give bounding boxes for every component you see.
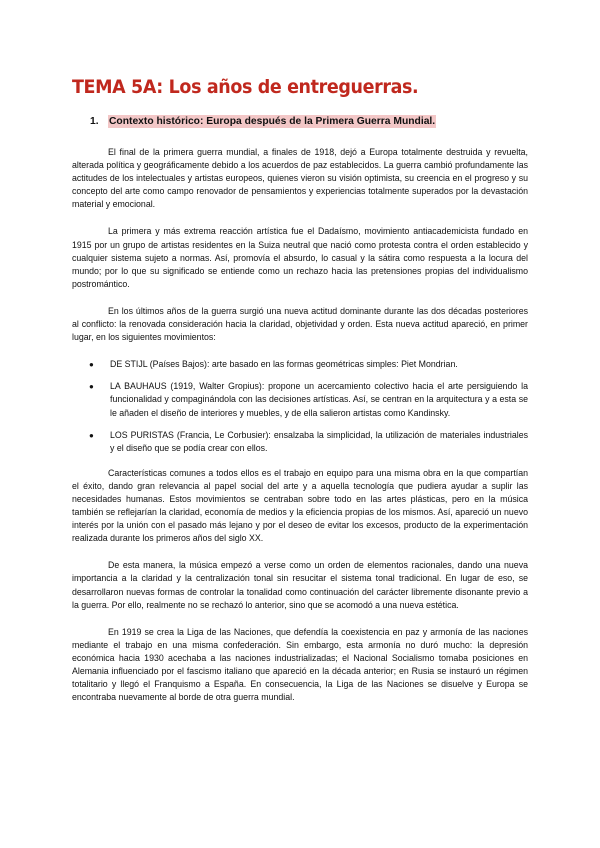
movement-bauhaus: LA BAUHAUS (1919, Walter Gropius): propone un acercamiento colectivo hacia el arte persiguiendo la funcionalidad y compaginándola con las decisiones artísticas. Así, se centran en la arquitectura y a esta se le añaden el diseño de interiores y muebles, y de ella salieron artistas como Kandinsky.	[110, 381, 528, 418]
bullet-icon: ●	[89, 382, 94, 392]
list-item	[72, 358, 528, 371]
movement-de-stijl: DE STIJL (Países Bajos): arte basado en las formas geométricas simples: Piet Mondrian.	[110, 359, 458, 370]
paragraph-common-traits: Características comunes a todos ellos es el trabajo en equipo para una misma obra en la que compartían el éxito, dando gran relevancia al papel social del arte y a aquella tecnología que pudiera ayudar a suplir las necesidades humanas. Estos movimientos se centraban sobre todo en las artes plásticas, pero en la música también se reflejarían la claridad, economía de medios y la eficiencia propias de los mismos. Así, apareció un nuevo interés por la unión con el pasado más lejano y por el deseo de evitar los excesos, producto de la experimentación realizada durante los primeros años del siglo XX.	[72, 467, 528, 544]
bullet-icon: ●	[89, 360, 94, 370]
paragraph-dadaism: La primera y más extrema reacción artística fue el Dadaísmo, movimiento antiacademicista fundado en 1915 por un grupo de artistas residentes en la Suiza neutral que nació como protesta contra el orden establecido y cualquier sistema sujeto a normas. Así, promovía el absurdo, lo casual y la sátira como respuesta a la locura del mundo; por lo que su significado se entiende como un rechazo hacia las pretensiones propias del individualismo postromántico.	[72, 226, 528, 289]
paragraph-music-order: De esta manera, la música empezó a verse como un orden de elementos racionales, dando una nueva importancia a la claridad y la centralización tonal sin resucitar el sistema tonal tradicional. En lugar de eso, se desarrollaron nuevas formas de controlar la tonalidad como continuación del carácter libremente disonante previo a la guerra. Por ello, realmente no se rechazó lo anterior, sino que se acomodó a una nueva estética.	[72, 560, 528, 610]
section-heading-text: Contexto histórico: Europa después de la Primera Guerra Mundial.	[109, 116, 436, 127]
list-item	[72, 429, 528, 455]
bullet-icon: ●	[89, 430, 94, 440]
document-title: TEMA 5A: Los años de entreguerras.	[72, 76, 419, 98]
paragraph-new-attitude: En los últimos años de la guerra surgió una nueva actitud dominante durante las dos décadas posteriores al conflicto: la renovada consideración hacia la claridad, objetividad y orden. Esta nueva actitud apareció, en primer lugar, en los siguientes movimientos:	[72, 305, 528, 343]
paragraph-league-of-nations: En 1919 se crea la Liga de las Naciones, que defendía la coexistencia en paz y armonía de las naciones mediante el trabajo en una misma confederación. Sin embargo, esta armonía no duró mucho: la depresión económica hacia 1930 acechaba a las naciones industrializadas; el Nacional Socialismo tomaba posiciones en Alemania influenciado por el fascismo italiano que apareció en la década anterior; en Rusia se instauró un régimen totalitario y llegó el Franquismo a España. En consecuencia, la Liga de las Naciones se disuelve y Europa se encontraba nuevamente al borde de otra guerra mundial.	[72, 626, 528, 703]
movements-list	[72, 358, 528, 455]
list-item	[72, 380, 528, 419]
section-heading	[90, 116, 436, 130]
movement-puristas: LOS PURISTAS (Francia, Le Corbusier): ensalzaba la simplicidad, la utilización de materiales industriales y el diseño que se podía crear con ellos.	[110, 429, 528, 453]
document-body	[72, 146, 528, 720]
paragraph-aftermath: El final de la primera guerra mundial, a finales de 1918, dejó a Europa totalmente destruida y revuelta, alterada política y geográficamente debido a los acuerdos de paz establecidos. La guerra cambió profundamente las actitudes de los intelectuales y artistas europeos, quienes vieron su visión optimista, su creencia en el progreso y su concepto del arte como campo renovador de pensamientos y experiencias totalmente superados por la devastación material y emocional.	[72, 147, 528, 210]
section-number: 1.	[90, 116, 99, 127]
